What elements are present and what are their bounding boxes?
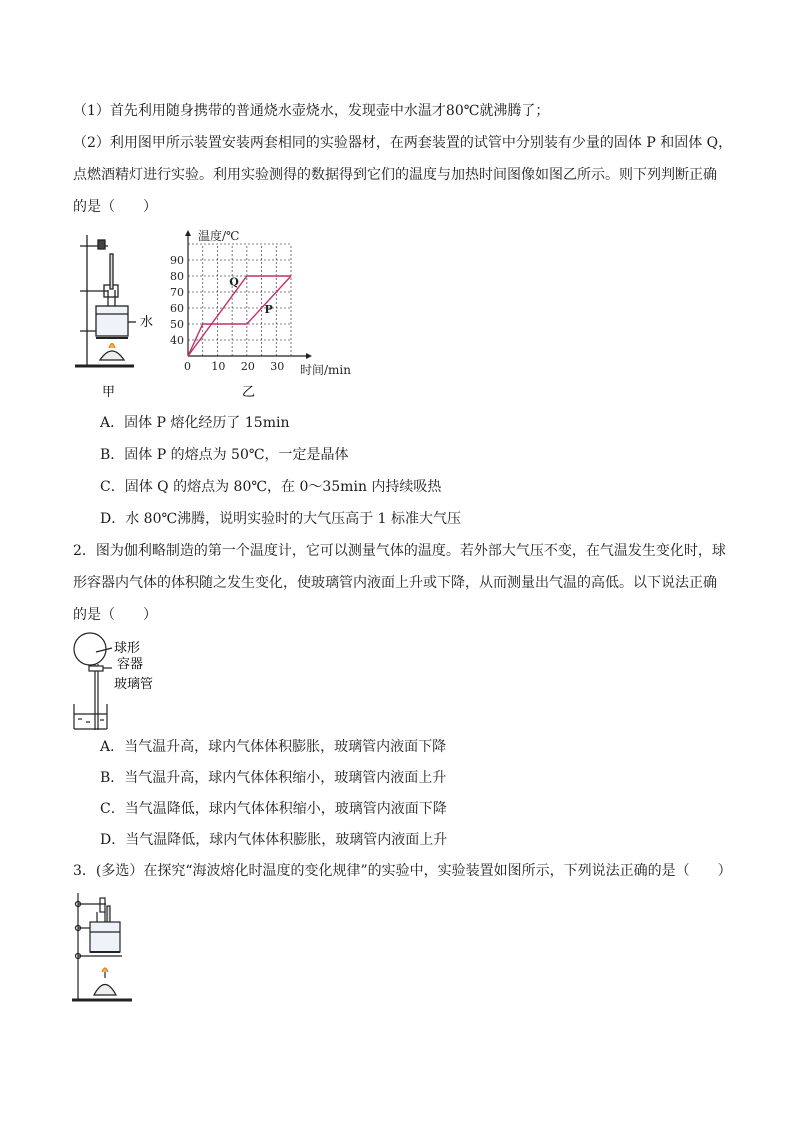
y-axis-label: 温度/℃ [198,229,240,243]
x-tick-label: 20 [240,360,255,373]
y-tick-label: 40 [170,334,184,347]
q1-intro-2b: 点燃酒精灯进行实验。利用实验测得的数据得到它们的温度与加热时间图像如图乙所示。则下列判断正确 [73,167,717,183]
label-water: 水 [140,315,154,330]
q2-option-b[interactable]: B．当气温升高，球内气体体积缩小，玻璃管内液面上升 [100,770,447,786]
y-tick-label: 70 [170,286,184,299]
y-tick-label: 90 [170,254,184,267]
temperature-time-chart [168,228,358,403]
q1-option-c[interactable]: C．固体 Q 的熔点为 80℃，在 0～35min 内持续吸热 [100,479,442,495]
label-ball-2: 容器 [117,657,144,672]
chart-series [188,276,291,356]
q1-intro-1: （1）首先利用随身携带的普通烧水壶烧水，发现壶中水温才80℃就沸腾了； [73,103,550,119]
y-tick-label: 50 [170,318,184,331]
q1-intro-2c: 的是（ ） [73,199,157,215]
q2-text-1: 2．图为伽利略制造的第一个温度计，它可以测量气体的温度。若外部大气压不变，在气温发生变化时，球 [73,543,726,559]
y-tick-label: 60 [170,302,184,315]
caption-jia: 甲 [102,385,116,400]
series-label-q: Q [229,275,239,289]
x-tick-label: 10 [211,360,226,373]
caption-yi: 乙 [242,385,256,400]
galileo-thermometer-figure [70,630,170,730]
apparatus-figure-jia [72,230,172,400]
series-line-q [188,276,291,356]
q3-text-1: 3．(多选）在探究“海波熔化时温度的变化规律”的实验中，实验装置如图所示，下列说法正确的是（ ） [73,863,732,879]
chart-grid [188,244,291,356]
seawave-apparatus-figure [70,890,140,1005]
series-line-p [188,276,291,356]
q1-intro-2a: （2）利用图甲所示装置安装两套相同的实验器材，在两套装置的试管中分别装有少量的固体 P 和固体 Q， [73,135,733,151]
q2-option-a[interactable]: A．当气温升高，球内气体体积膨胀，玻璃管内液面下降 [100,739,447,755]
q1-option-d[interactable]: D．水 80℃沸腾，说明实验时的大气压高于 1 标准大气压 [100,511,461,527]
y-tick-label: 80 [170,270,184,283]
series-label-p: P [264,302,273,316]
q2-option-d[interactable]: D．当气温降低，球内气体体积膨胀，玻璃管内液面上升 [100,832,448,848]
q1-option-b[interactable]: B．固体 P 的熔点为 50℃，一定是晶体 [100,447,349,463]
x-tick-label: 30 [270,360,285,373]
q2-text-3: 的是（ ） [73,607,157,623]
x-axis-label: 时间/min [300,363,351,377]
x-axis-arrow [306,353,312,359]
label-ball-1: 球形 [114,641,141,656]
origin-label: 0 [184,360,191,373]
label-tube: 玻璃管 [114,677,154,692]
chart-labels [170,228,351,377]
q1-option-a[interactable]: A．固体 P 熔化经历了 15min [100,415,290,431]
y-axis-arrow [185,230,191,236]
q2-text-2: 形容器内气体的体积随之发生变化，使玻璃管内液面上升或下降，从而测量出气温的高低。以下说法正确 [73,575,717,591]
q2-option-c[interactable]: C．当气温降低，球内气体体积缩小，玻璃管内液面下降 [100,801,447,817]
